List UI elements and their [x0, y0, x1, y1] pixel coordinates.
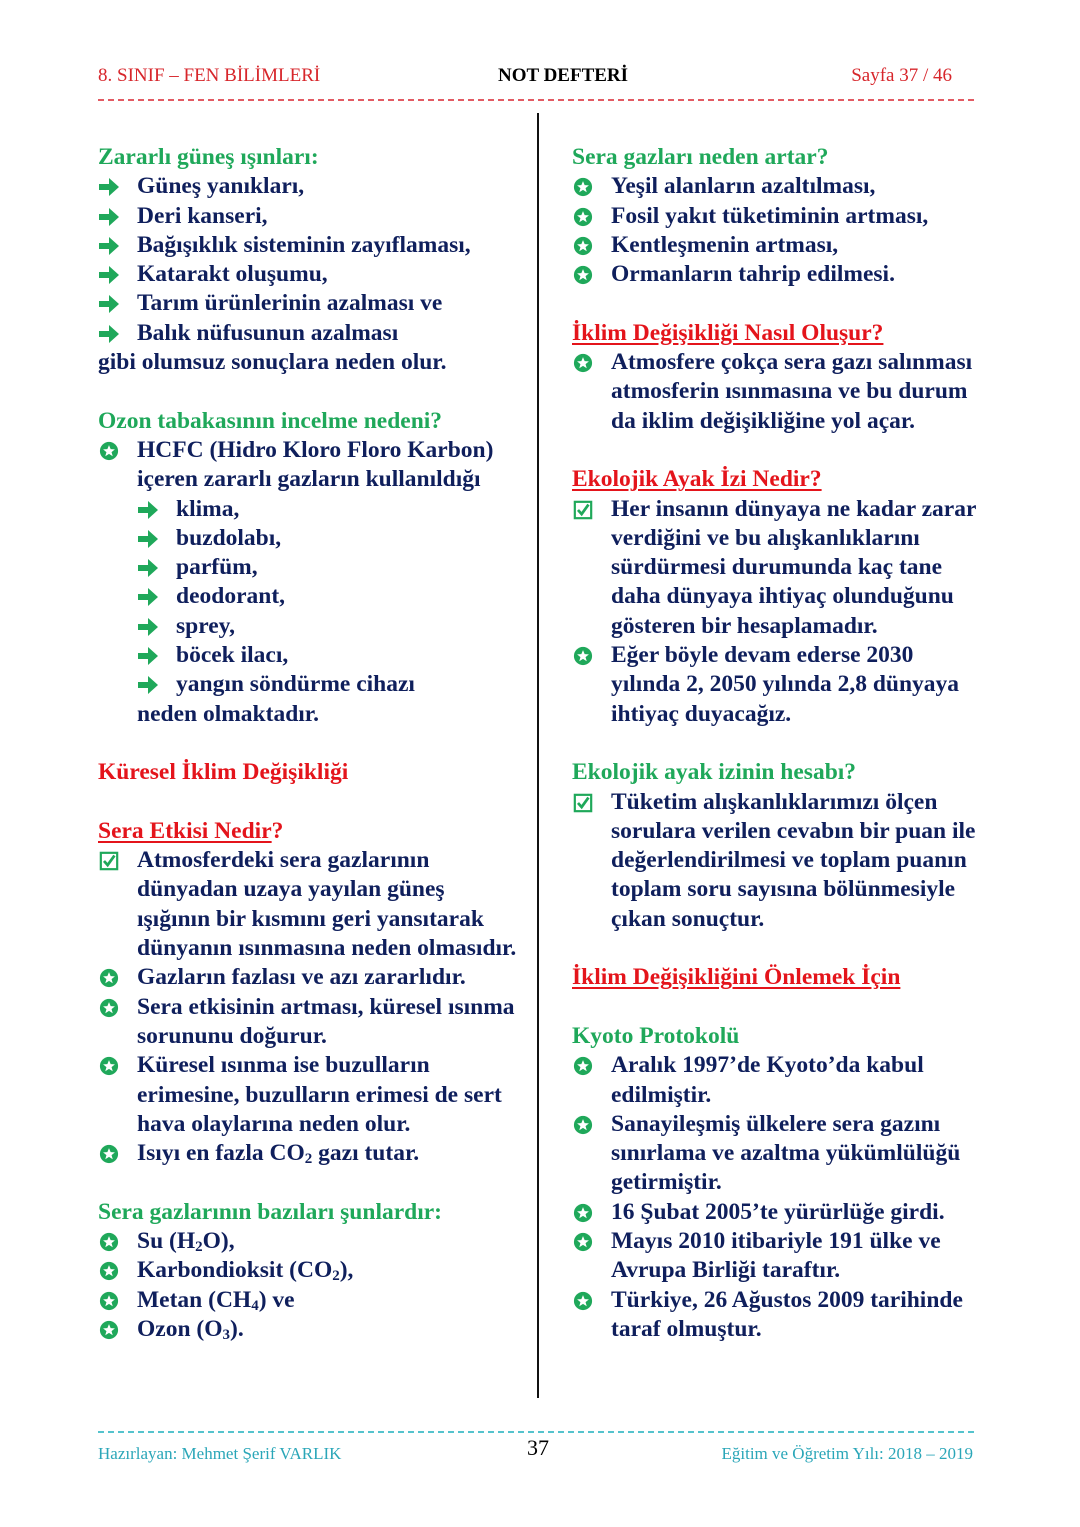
list-item: Aralık 1997’de Kyoto’da kabul edilmiştir.: [572, 1051, 982, 1110]
list-item: Ormanların tahrip edilmesi.: [572, 260, 982, 289]
list-item: Su $(H_2O)$,: [98, 1227, 518, 1256]
section-title-greenhouse-gases: Sera gazlarının bazıları şunlardır:: [98, 1198, 443, 1225]
closing-text: gibi olumsuz sonuçlara neden olur.: [98, 349, 447, 376]
list-item: Deri kanseri,: [98, 202, 518, 231]
section-title-why-greenhouse-gases-increase: Sera gazları neden artar?: [572, 144, 829, 170]
star-badge-icon: [98, 1261, 120, 1281]
sub-list-item: böcek ilacı,: [98, 641, 518, 670]
list-item: Türkiye, 26 Ağustos 2009 tarihinde taraf olmuştur.: [572, 1286, 982, 1345]
column-divider: [537, 113, 539, 1398]
list-item: Gazların fazlası ve azı zararlıdır.: [98, 963, 518, 992]
arrow-right-icon: [98, 294, 120, 314]
list-item: Ozon $(O_3)$.: [98, 1315, 518, 1344]
star-badge-icon: [98, 1056, 120, 1076]
section-title-preventing-climate-change: İklim Değişikliğini Önlemek İçin: [572, 964, 901, 991]
star-badge-icon: [98, 1291, 120, 1311]
list-item: Atmosfere çokça sera gazı salınması atmosferin ısınmasına ve bu durum da iklim değişikliğine yol açar.: [572, 348, 982, 436]
list-item: Sanayileşmiş ülkelere sera gazını sınırlama ve azaltma yükümlülüğü getirmiştir.: [572, 1110, 982, 1198]
footer-school-year: Eğitim ve Öğretim Yılı: 2018 – 2019: [721, 1444, 973, 1463]
star-badge-icon: [98, 1320, 120, 1340]
star-badge-icon: [572, 1056, 594, 1076]
sub-list-item: klima,: [98, 495, 518, 524]
section-title-ozone-depletion: Ozon tabakasının incelme nedeni?: [98, 407, 443, 434]
star-badge-icon: [98, 1232, 120, 1252]
list-item: HCFC (Hidro Kloro Floro Karbon) içeren zararlı gazların kullanıldığı: [98, 436, 518, 495]
arrow-right-icon: [137, 500, 159, 520]
header-course-title: 8. SINIF – FEN BİLİMLERİ: [98, 65, 321, 86]
arrow-right-icon: [137, 675, 159, 695]
list-item: Bağışıklık sisteminin zayıflaması,: [98, 231, 518, 260]
arrow-right-icon: [137, 558, 159, 578]
star-badge-icon: [572, 1203, 594, 1223]
checkbox-checked-icon: [572, 793, 594, 813]
list-item: Balık nüfusunun azalması: [98, 319, 518, 348]
star-badge-icon: [572, 265, 594, 285]
star-badge-icon: [572, 236, 594, 256]
arrow-right-icon: [98, 207, 120, 227]
sub-list-item: sprey,: [98, 612, 518, 641]
list-item: Mayıs 2010 itibariyle 191 ülke ve Avrupa Birliği taraftır.: [572, 1227, 982, 1286]
arrow-right-icon: [137, 587, 159, 607]
star-badge-icon: [572, 1291, 594, 1311]
arrow-right-icon: [137, 529, 159, 549]
list-item: Sera etkisinin artması, küresel ısınma sorununu doğurur.: [98, 993, 518, 1052]
section-title-kyoto-protocol: Kyoto Protokolü: [572, 1022, 740, 1049]
section-title-greenhouse-effect: Sera Etkisi Nedir?: [98, 817, 284, 844]
list-item: Güneş yanıkları,: [98, 172, 518, 201]
star-badge-icon: [98, 441, 120, 461]
sub-list-item: buzdolabı,: [98, 524, 518, 553]
list-item: Kentleşmenin artması,: [572, 231, 982, 260]
section-title-how-climate-change-occurs: İklim Değişikliği Nasıl Oluşur?: [572, 319, 884, 346]
list-item: Eğer böyle devam ederse 2030 yılında 2, 2050 yılında 2,8 dünyaya ihtiyaç duyacağız.: [572, 641, 982, 729]
section-title-global-climate-change: Küresel İklim Değişikliği: [98, 759, 349, 786]
star-badge-icon: [98, 1144, 120, 1164]
star-badge-icon: [572, 353, 594, 373]
list-item: Isıyı en fazla $CO_2$ gazı tutar.: [98, 1139, 518, 1168]
list-item: Karbondioksit $(CO_2)$,: [98, 1256, 518, 1285]
list-item: Katarakt oluşumu,: [98, 260, 518, 289]
checkbox-checked-icon: [98, 851, 120, 871]
closing-text: neden olmaktadır.: [137, 700, 319, 727]
arrow-right-icon: [137, 646, 159, 666]
list-item: Atmosferdeki sera gazlarının dünyadan uzaya yayılan güneş ışığının bir kısmını geri yansıtarak dünyanın ısınmasına neden olmasıdır.: [98, 846, 518, 963]
header-document-title: NOT DEFTERİ: [498, 65, 629, 86]
arrow-right-icon: [98, 265, 120, 285]
list-item: Fosil yakıt tüketiminin artması,: [572, 202, 982, 231]
list-item: Yeşil alanların azaltılması,: [572, 172, 982, 201]
star-badge-icon: [98, 968, 120, 988]
checkbox-checked-icon: [572, 500, 594, 520]
list-item: Küresel ısınma ise buzulların erimesine, buzulların erimesi de sert hava olaylarına neden olur.: [98, 1051, 518, 1139]
list-item: Tüketim alışkanlıklarımızı ölçen sorulara verilen cevabın bir puan ile değerlendirilmesi ve toplam puanın toplam soru sayısına bölünmesiyle çıkan sonuçtur.: [572, 788, 982, 934]
sub-list-item: parfüm,: [98, 553, 518, 582]
list-item: Her insanın dünyaya ne kadar zarar verdiğini ve bu alışkanlıklarını sürdürmesi durumunda kaç tane daha dünyaya ihtiyaç olunduğunu gösteren bir hesaplamadır.: [572, 495, 982, 641]
arrow-right-icon: [98, 177, 120, 197]
arrow-right-icon: [98, 324, 120, 344]
star-badge-icon: [572, 177, 594, 197]
section-title-footprint-calculation: Ekolojik ayak izinin hesabı?: [572, 759, 857, 786]
header-divider: [98, 99, 974, 101]
footer-divider: [98, 1431, 974, 1433]
right-column: [572, 143, 982, 1344]
star-badge-icon: [572, 207, 594, 227]
list-item: 16 Şubat 2005’te yürürlüğe girdi.: [572, 1198, 982, 1227]
arrow-right-icon: [137, 617, 159, 637]
header-page-indicator: Sayfa 37 / 46: [851, 65, 952, 86]
section-title-harmful-sun-rays: Zararlı güneş ışınları:: [98, 144, 319, 170]
list-item: Tarım ürünlerinin azalması ve: [98, 289, 518, 318]
sub-list-item: deodorant,: [98, 582, 518, 611]
section-title-ecological-footprint: Ekolojik Ayak İzi Nedir?: [572, 466, 822, 493]
star-badge-icon: [98, 998, 120, 1018]
list-item: Metan $(CH_4)$ ve: [98, 1286, 518, 1315]
arrow-right-icon: [98, 236, 120, 256]
left-column: [98, 143, 518, 1344]
star-badge-icon: [572, 1232, 594, 1252]
star-badge-icon: [572, 646, 594, 666]
sub-list-item: yangın söndürme cihazı: [98, 670, 518, 699]
star-badge-icon: [572, 1115, 594, 1135]
page-number: 37: [527, 1435, 549, 1460]
footer-author: Hazırlayan: Mehmet Şerif VARLIK: [98, 1444, 342, 1463]
